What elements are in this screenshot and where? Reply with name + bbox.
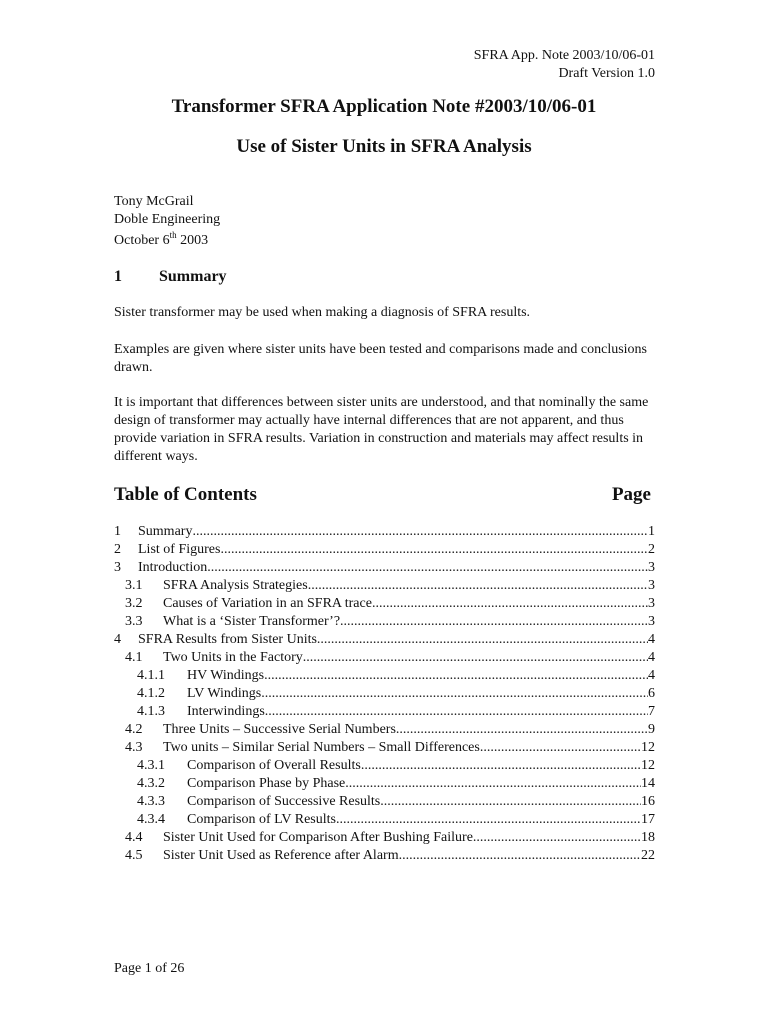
toc-entry-number: 4.3.4 <box>137 812 165 827</box>
date-suffix: 2003 <box>176 233 209 248</box>
toc-entry-leader <box>220 541 648 559</box>
date-prefix: October 6 <box>114 233 170 248</box>
author-name: Tony McGrail <box>114 194 194 209</box>
author-organization: Doble Engineering <box>114 212 221 227</box>
toc-entry-leader <box>345 775 641 793</box>
toc-entry[interactable] <box>114 631 655 649</box>
toc-entry[interactable] <box>125 721 655 739</box>
toc-entry-leader <box>473 829 641 847</box>
toc-entry-leader <box>308 577 648 595</box>
date-superscript: th <box>169 230 177 240</box>
toc-entry-leader <box>207 559 648 577</box>
toc-entry-page: 4 <box>648 668 655 683</box>
toc-entry-number: 4.3.1 <box>137 758 165 773</box>
toc-entry-page: 3 <box>648 578 655 593</box>
toc-entry-leader <box>264 667 648 685</box>
document-title: Transformer SFRA Application Note #2003/10/06-01 <box>171 96 597 117</box>
toc-entry[interactable] <box>137 793 655 811</box>
header-draft-version: Draft Version 1.0 <box>558 66 655 81</box>
toc-entry-leader <box>317 631 648 649</box>
toc-entry-title: Three Units – Successive Serial Numbers <box>163 722 396 737</box>
toc-entry-title: Comparison of Overall Results <box>187 758 361 773</box>
toc-entry-leader <box>480 739 641 757</box>
toc-entry[interactable] <box>137 775 655 793</box>
toc-entry[interactable] <box>137 667 655 685</box>
toc-entry-page: 12 <box>641 740 655 755</box>
toc-entry[interactable] <box>137 811 655 829</box>
toc-entry-page: 6 <box>648 686 655 701</box>
toc-entry[interactable] <box>125 595 655 613</box>
toc-entry[interactable] <box>125 829 655 847</box>
toc-entry-title: List of Figures <box>138 542 221 557</box>
toc-entry-leader <box>361 757 641 775</box>
toc-entry-title: Comparison of Successive Results <box>187 794 381 809</box>
toc-entry-page: 3 <box>648 614 655 629</box>
toc-entry[interactable] <box>125 577 655 595</box>
toc-entry-title: Two units – Similar Serial Numbers – Small Differences <box>163 740 480 755</box>
toc-entry-page: 16 <box>641 794 655 809</box>
toc-entry-title: HV Windings <box>187 668 265 683</box>
summary-heading <box>114 268 227 286</box>
toc-entry-number: 3.2 <box>125 596 143 611</box>
toc-entry[interactable] <box>125 739 655 757</box>
toc-entry-number: 4.3.2 <box>137 776 165 791</box>
toc-entry[interactable] <box>137 685 655 703</box>
toc-entry-number: 4.5 <box>125 848 143 863</box>
toc-entry-number: 4 <box>114 632 121 647</box>
toc-entry-page: 17 <box>641 812 655 827</box>
toc-entry-page: 9 <box>648 722 655 737</box>
toc-entry[interactable] <box>114 523 655 541</box>
toc-entry-title: Introduction <box>138 560 208 575</box>
toc-entry-page: 12 <box>641 758 655 773</box>
toc-entry-leader <box>336 811 641 829</box>
toc-entry-number: 1 <box>114 524 121 539</box>
toc-entry-leader <box>192 523 648 541</box>
toc-entry-number: 3 <box>114 560 121 575</box>
toc-entry-number: 3.3 <box>125 614 143 629</box>
toc-entry-leader <box>396 721 648 739</box>
toc-entry-title: Sister Unit Used as Reference after Alarm <box>163 848 399 863</box>
toc-entry-number: 4.3 <box>125 740 143 755</box>
toc-entry-leader <box>399 847 641 865</box>
toc-entry-number: 3.1 <box>125 578 143 593</box>
toc-entry-page: 4 <box>648 650 655 665</box>
toc-page-label: Page <box>611 484 651 505</box>
toc-entry[interactable] <box>137 703 655 721</box>
toc-entry-title: Summary <box>138 524 193 539</box>
toc-entry-number: 4.1.2 <box>137 686 165 701</box>
summary-paragraph-2: Examples are given where sister units have been tested and comparisons made and conclusions drawn. <box>114 342 648 375</box>
toc-entry-page: 18 <box>641 830 655 845</box>
toc-entry-number: 2 <box>114 542 121 557</box>
toc-entry-title: What is a ‘Sister Transformer’? <box>163 614 341 629</box>
toc-title: Table of Contents <box>114 484 257 505</box>
toc-entry-page: 3 <box>648 560 655 575</box>
toc-entry-page: 3 <box>648 596 655 611</box>
toc-entry-number: 4.1.1 <box>137 668 165 683</box>
toc-entry[interactable] <box>125 613 655 631</box>
page-footer: Page 1 of 26 <box>114 961 185 976</box>
toc-entry-title: Causes of Variation in an SFRA trace <box>163 596 372 611</box>
toc-entry-title: LV Windings <box>187 686 262 701</box>
toc-entry-number: 4.2 <box>125 722 143 737</box>
toc-entry-title: Comparison Phase by Phase <box>187 776 346 791</box>
toc-entry[interactable] <box>125 847 655 865</box>
toc-entry[interactable] <box>137 757 655 775</box>
toc-entry-page: 14 <box>641 776 655 791</box>
toc-entry-page: 2 <box>648 542 655 557</box>
toc-entry-title: Interwindings <box>187 704 265 719</box>
toc-entry-title: Two Units in the Factory <box>163 650 303 665</box>
toc-entry-number: 4.3.3 <box>137 794 165 809</box>
summary-paragraph-1: Sister transformer may be used when making a diagnosis of SFRA results. <box>114 305 531 320</box>
toc-entry-page: 4 <box>648 632 655 647</box>
toc-entry-leader <box>265 703 648 721</box>
document-date <box>114 230 208 249</box>
toc-entry-leader <box>340 613 648 631</box>
toc-entry-title: SFRA Analysis Strategies <box>163 578 308 593</box>
toc-entry-page: 22 <box>641 848 655 863</box>
toc-entry-number: 4.4 <box>125 830 143 845</box>
toc-entry-leader <box>372 595 648 613</box>
toc-entry-leader <box>380 793 641 811</box>
toc-entry[interactable] <box>114 541 655 559</box>
toc-entry[interactable] <box>114 559 655 577</box>
toc-entry-title: Comparison of LV Results <box>187 812 336 827</box>
header-note-id: SFRA App. Note 2003/10/06-01 <box>473 48 655 63</box>
summary-heading-text: Summary <box>159 268 227 285</box>
toc-entry-leader <box>261 685 648 703</box>
toc-entry-leader <box>303 649 648 667</box>
summary-paragraph-3: It is important that differences between sister units are understood, and that nominally the same design of transformer may actually have internal differences that are not apparent, and thus provide variation in SFRA results. Variation in construction and materials may affect results in different ways. <box>114 395 649 464</box>
toc-entry-number: 4.1.3 <box>137 704 165 719</box>
toc-entry-page: 7 <box>648 704 655 719</box>
toc-entry-title: Sister Unit Used for Comparison After Bushing Failure <box>163 830 473 845</box>
toc-entry-title: SFRA Results from Sister Units <box>138 632 317 647</box>
toc-entry-page: 1 <box>648 524 655 539</box>
summary-heading-number: 1 <box>114 268 122 285</box>
document-subtitle: Use of Sister Units in SFRA Analysis <box>236 136 532 157</box>
toc-entry-number: 4.1 <box>125 650 143 665</box>
toc-entry[interactable] <box>125 649 655 667</box>
